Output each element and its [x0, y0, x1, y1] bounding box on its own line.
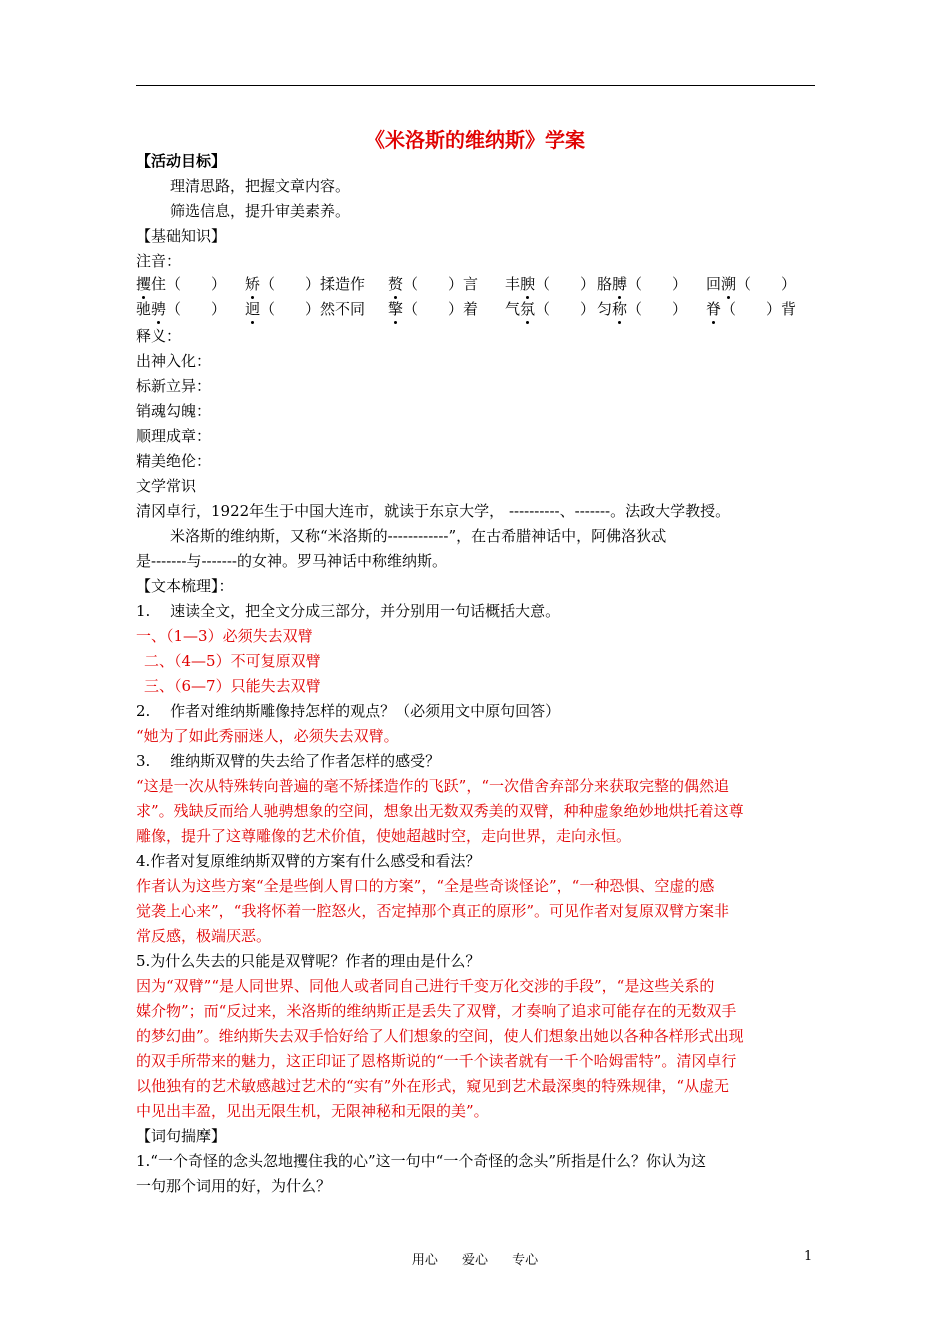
section-heading-text-review: 【文本梳理】：: [136, 577, 234, 595]
answer-3-line-3: 雕像，提升了这尊雕像的艺术价值，使她超越时空，走向世界，走向永恒。: [136, 827, 632, 845]
answer-5-line-4: 的双手所带来的魅力，这正印证了恩格斯说的“一千个读者就有一千个哈姆雷特”。清冈卓行: [136, 1052, 737, 1070]
pinyin-target-char: 称: [612, 300, 628, 318]
answer-5-line-3: 的梦幻曲”。维纳斯失去双手恰好给了人们想象的空间，使人们想象出她以各种各样形式出现: [136, 1027, 744, 1045]
pinyin-item-prefix: 匀: [597, 300, 613, 318]
pinyin-item-suffix: （ ）揉造作: [260, 275, 366, 293]
pinyin-item: [136, 299, 226, 319]
pinyin-item: [706, 299, 796, 319]
pinyin-target-char: 迥: [245, 300, 261, 318]
answer-4-line-1: 作者认为这些方案“全是些倒人胃口的方案”，“全是些奇谈怪论”，“一种恐惧、空虚的感: [136, 877, 715, 895]
pinyin-item-prefix: 胳: [597, 275, 613, 293]
literature-line-3: 是-------与-------的女神。罗马神话中称维纳斯。: [136, 552, 447, 570]
pinyin-item-prefix: 丰: [505, 275, 521, 293]
pinyin-target-char: 膊: [612, 275, 628, 293]
term-4: 顺理成章：: [136, 427, 212, 445]
term-1: 出神入化：: [136, 352, 212, 370]
goal-1: 理清思路，把握文章内容。: [170, 177, 351, 195]
pinyin-item-suffix: （ ）: [535, 275, 596, 293]
footer-item: 专心: [512, 1253, 539, 1268]
pinyin-item: [388, 299, 478, 319]
pinyin-item: [706, 274, 796, 294]
term-3: 销魂勾魄：: [136, 402, 212, 420]
literature-line-2: 米洛斯的维纳斯，又称“米洛斯的------------”，在古希腊神话中，阿佛洛狄忒: [170, 527, 667, 545]
section-heading-wording: 【词句揣摩】: [136, 1127, 227, 1145]
answer-5-line-5: 以他独有的艺术敏感越过艺术的“实有”外在形式，窥见到艺术最深奥的特殊规律，“从虚无: [136, 1077, 730, 1095]
question-3: 3. 维纳斯双臂的失去给了作者怎样的感受？: [136, 752, 441, 770]
answer-5-line-6: 中见出丰盈，见出无限生机，无限神秘和无限的美”。: [136, 1102, 489, 1120]
pinyin-item-suffix: （ ）: [736, 275, 797, 293]
pinyin-item-suffix: （ ）言: [403, 275, 479, 293]
pinyin-item: [136, 274, 226, 294]
pinyin-label: 注音：: [136, 252, 182, 270]
answer-1-part-1: 一、（1—3）必须失去双臂: [136, 627, 313, 645]
pinyin-target-char: 矫: [245, 275, 261, 293]
answer-4-line-2: 觉袭上心来”，“我将怀着一腔怒火，否定掉那个真正的原形”。可见作者对复原双臂方案非: [136, 902, 730, 920]
question-2: 2. 作者对维纳斯雕像持怎样的观点？（必须用文中原句回答）: [136, 702, 561, 720]
header-rule: [136, 85, 815, 86]
answer-3-line-1: “这是一次从特殊转向普遍的毫不矫揉造作的飞跃”，“一次借舍弃部分来获取完整的偶然追: [136, 777, 730, 795]
literature-line-1: 清冈卓行，1922年生于中国大连市，就读于东京大学， ----------、-------。法政大学教授。: [136, 502, 731, 520]
pinyin-item-suffix: （ ）背: [721, 300, 797, 318]
page-number: 1: [804, 1249, 813, 1264]
pinyin-item-prefix: 气: [505, 300, 521, 318]
pinyin-item: [245, 274, 365, 294]
section-heading-activity: 【活动目标】: [136, 152, 227, 170]
pinyin-item-prefix: 回: [706, 275, 722, 293]
answer-4-line-3: 常反感，极端厌恶。: [136, 927, 272, 945]
wording-question-1-line-2: 一句那个词用的好，为什么？: [136, 1177, 332, 1195]
page-title: 《米洛斯的维纳斯》学案: [365, 128, 585, 152]
pinyin-item-suffix: （ ）: [535, 300, 596, 318]
pinyin-target-char: 腴: [520, 275, 536, 293]
pinyin-item-prefix: 驰: [136, 300, 152, 318]
footer-item: 用心: [411, 1253, 438, 1268]
pinyin-item: [505, 299, 595, 319]
literature-label: 文学常识: [136, 477, 197, 495]
pinyin-item-suffix: （ ）着: [403, 300, 479, 318]
answer-5-line-2: 媒介物”；而“反过来，米洛斯的维纳斯正是丢失了双臂，才奏响了追求可能存在的无数双手: [136, 1002, 737, 1020]
pinyin-item: [388, 274, 478, 294]
goal-2: 筛选信息，提升审美素养。: [170, 202, 351, 220]
pinyin-target-char: 骋: [151, 300, 167, 318]
term-5: 精美绝伦：: [136, 452, 212, 470]
pinyin-item: [505, 274, 595, 294]
question-1: 1. 速读全文，把全文分成三部分，并分别用一句话概括大意。: [136, 602, 561, 620]
pinyin-item: [597, 299, 687, 319]
pinyin-item-suffix: （ ）: [627, 275, 688, 293]
pinyin-target-char: 攫: [136, 275, 152, 293]
pinyin-item-suffix: （ ）: [166, 300, 227, 318]
answer-5-line-1: 因为“双臂”“是人同世界、同他人或者同自己进行千变万化交涉的手段”，“是这些关系的: [136, 977, 715, 995]
pinyin-item-suffix: （ ）然不同: [260, 300, 366, 318]
pinyin-item-suffix: （ ）: [627, 300, 688, 318]
question-5: 5.为什么失去的只能是双臂呢？作者的理由是什么？: [136, 952, 481, 970]
term-2: 标新立异：: [136, 377, 212, 395]
pinyin-target-char: 赘: [388, 275, 404, 293]
meaning-label: 释义：: [136, 327, 182, 345]
footer-item: 爱心: [461, 1253, 488, 1268]
pinyin-target-char: 擎: [388, 300, 404, 318]
pinyin-target-char: 脊: [706, 300, 722, 318]
pinyin-item: [597, 274, 687, 294]
answer-1-part-3: 三、（6—7）只能失去双臂: [144, 677, 321, 695]
section-heading-basics: 【基础知识】: [136, 227, 227, 245]
answer-2: “她为了如此秀丽迷人，必须失去双臂。: [136, 727, 399, 745]
question-4: 4.作者对复原维纳斯双臂的方案有什么感受和看法？: [136, 852, 481, 870]
pinyin-item: [245, 299, 365, 319]
pinyin-target-char: 氛: [520, 300, 536, 318]
pinyin-item-suffix: 住（ ）: [151, 275, 227, 293]
pinyin-target-char: 溯: [721, 275, 737, 293]
answer-1-part-2: 二、（4—5）不可复原双臂: [144, 652, 321, 670]
answer-3-line-2: 求”。残缺反而给人驰骋想象的空间，想象出无数双秀美的双臂，种种虚象绝妙地烘托着这尊: [136, 802, 744, 820]
wording-question-1-line-1: 1.“一个奇怪的念头忽地攫住我的心”这一句中“一个奇怪的念头”所指是什么？你认为这: [136, 1152, 706, 1170]
